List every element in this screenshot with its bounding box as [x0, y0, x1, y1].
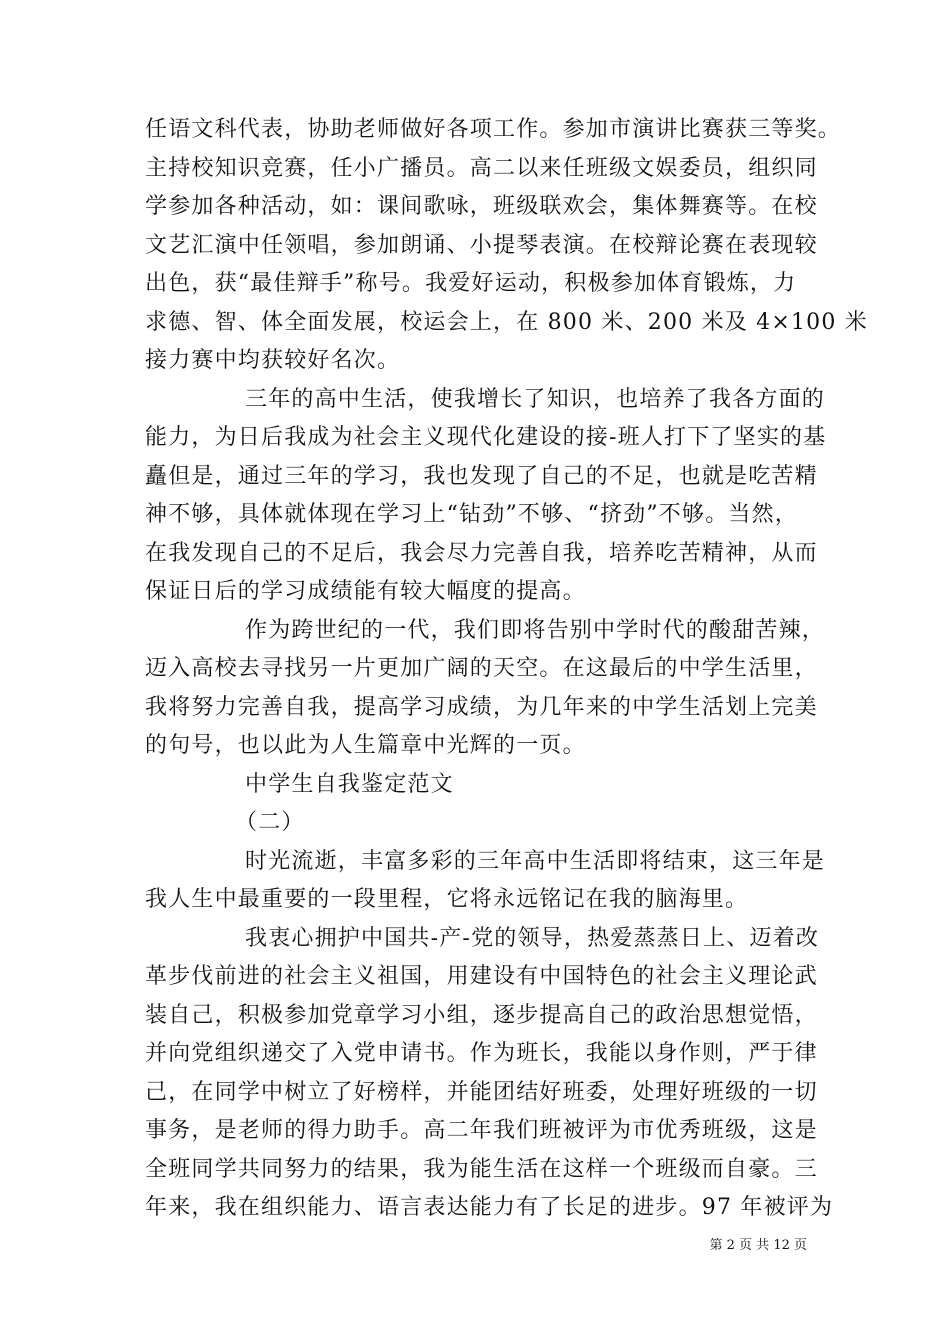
section-subtitle: （二） — [235, 810, 305, 835]
text-line: 事务，是老师的得力助手。高二年我们班被评为市优秀班级，这是 — [145, 1118, 818, 1143]
text-line: 文艺汇演中任领唱，参加朗诵、小提琴表演。在校辩论赛在表现较 — [145, 233, 818, 258]
text-line: 能力，为日后我成为社会主义现代化建设的接-班人打下了坚实的基 — [145, 425, 827, 450]
text-line: 并向党组织递交了入党申请书。作为班长，我能以身作则，严于律 — [145, 1041, 818, 1066]
text-line: 我人生中最重要的一段里程，它将永远铭记在我的脑海里。 — [145, 887, 749, 912]
text-line: 接力赛中均获较好名次。 — [145, 348, 401, 373]
text-line: 年来，我在组织能力、语言表达能力有了长足的进步。97 年被评为 — [145, 1195, 834, 1220]
text-line: 我将努力完善自我，提高学习成绩，为几年来的中学生活划上完美 — [145, 695, 818, 720]
text-line: 的句号，也以此为人生篇章中光辉的一页。 — [145, 733, 586, 758]
text-line: 三年的高中生活，使我增长了知识，也培养了我各方面的 — [245, 387, 826, 412]
text-line: 求德、智、体全面发展，校运会上，在 800 米、200 米及 4×100 米 — [145, 310, 868, 335]
text-line: 矗但是，通过三年的学习，我也发现了自己的不足，也就是吃苦精 — [145, 464, 818, 489]
text-line: 任语文科代表，协助老师做好各项工作。参加市演讲比赛获三等奖。 — [145, 117, 842, 142]
text-line: 神不够，具体就体现在学习上“钻劲”不够、“挤劲”不够。当然， — [145, 502, 798, 527]
text-line: 主持校知识竞赛，任小广播员。高二以来任班级文娱委员，组织同 — [145, 156, 818, 181]
text-line: 全班同学共同努力的结果，我为能生活在这样一个班级而自豪。三 — [145, 1157, 818, 1182]
text-line: 出色，获“最佳辩手”称号。我爱好运动，积极参加体育锻炼，力 — [145, 271, 797, 296]
text-line: 革步伐前进的社会主义祖国，用建设有中国特色的社会主义理论武 — [145, 964, 818, 989]
text-line: 学参加各种活动，如：课间歌咏，班级联欢会，集体舞赛等。在校 — [145, 194, 818, 219]
section-title: 中学生自我鉴定范文 — [245, 772, 454, 797]
text-line: 己，在同学中树立了好榜样，并能团结好班委，处理好班级的一切 — [145, 1080, 818, 1105]
text-line: 迈入高校去寻找另一片更加广阔的天空。在这最后的中学生活里， — [145, 656, 818, 681]
text-line: 作为跨世纪的一代，我们即将告别中学时代的酸甜苦辣， — [245, 618, 826, 643]
text-line: 装自己，积极参加党章学习小组，逐步提高自己的政治思想觉悟， — [145, 1003, 818, 1028]
text-line: 我衷心拥护中国共-产-党的领导，热爱蒸蒸日上、迈着改 — [245, 926, 820, 951]
page-number-footer: 第 2 页 共 12 页 — [709, 1238, 807, 1253]
text-line: 保证日后的学习成绩能有较大幅度的提高。 — [145, 579, 586, 604]
text-line: 在我发现自己的不足后，我会尽力完善自我，培养吃苦精神，从而 — [145, 541, 818, 566]
text-line: 时光流逝，丰富多彩的三年高中生活即将结束，这三年是 — [245, 849, 826, 874]
